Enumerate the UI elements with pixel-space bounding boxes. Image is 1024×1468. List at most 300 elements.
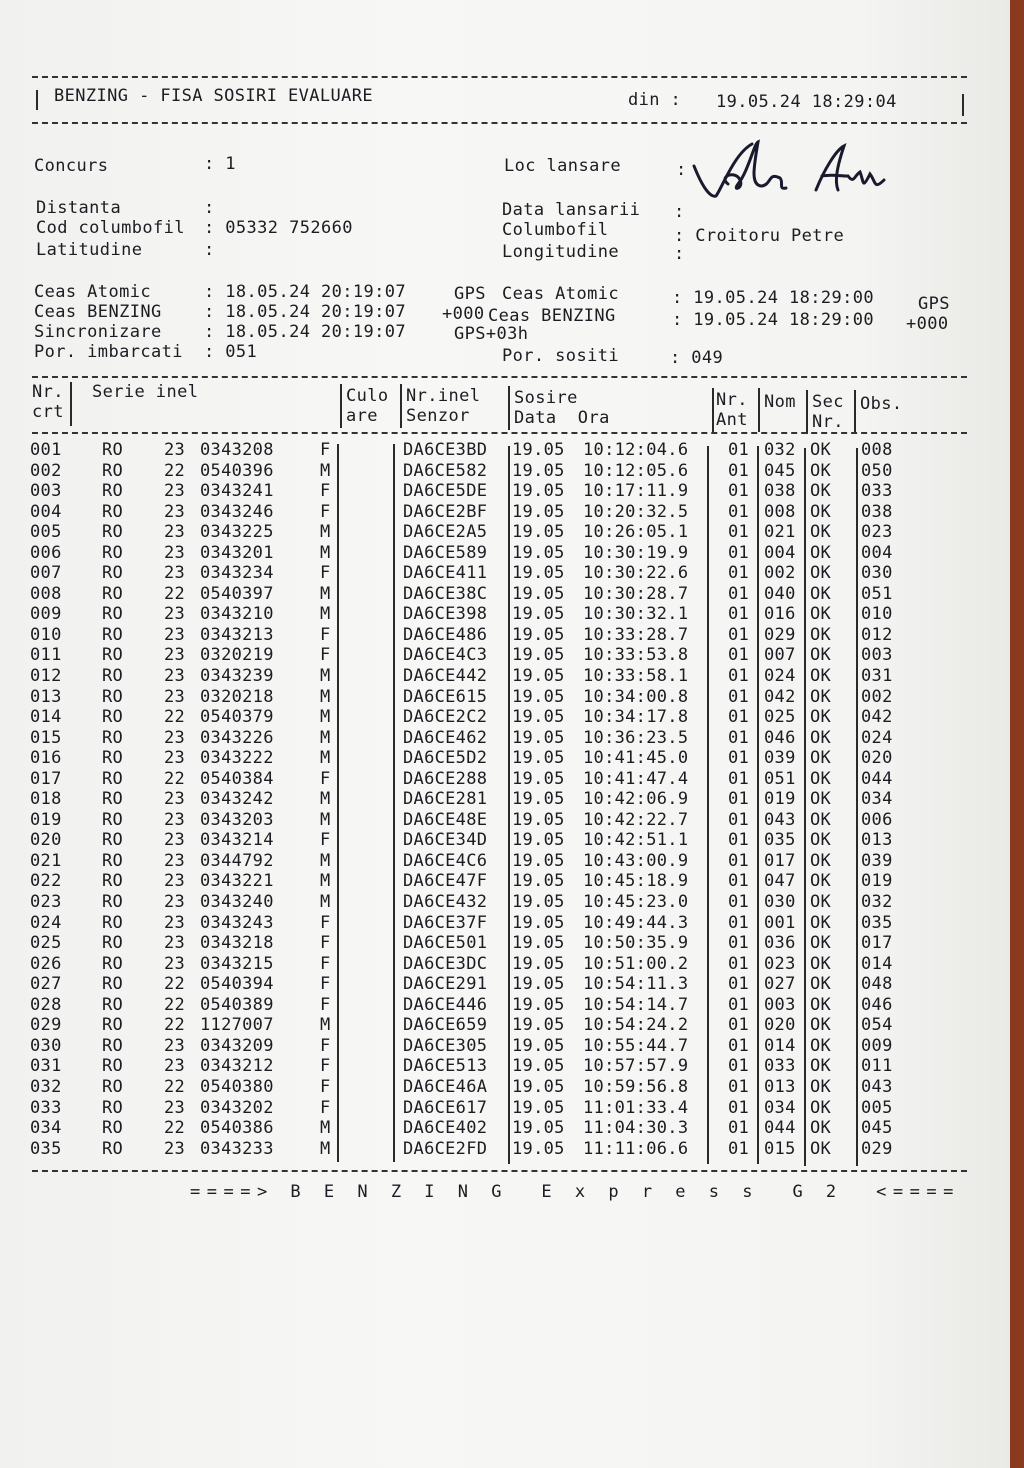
ring-number: 0343201	[200, 542, 274, 563]
sec-status: OK	[810, 1056, 832, 1077]
porumbei-sositi-label: Por. sositi	[502, 346, 619, 366]
ring-year: 23	[164, 871, 186, 892]
arrival-time: 10:12:04.6	[583, 440, 689, 460]
table-row	[28, 871, 968, 892]
ring-year: 23	[164, 912, 186, 933]
table-row	[28, 728, 968, 749]
ring-number: 0540397	[200, 583, 274, 604]
sensor-ring: DA6CE398	[403, 604, 488, 625]
country-code: RO	[102, 912, 124, 933]
sec-status: OK	[810, 727, 832, 748]
ring-number: 0343215	[200, 953, 274, 974]
country-code: RO	[102, 871, 124, 892]
ring-year: 23	[164, 666, 186, 687]
sensor-ring: DA6CE2A5	[403, 522, 488, 543]
loc-lansare-colon: :	[676, 160, 687, 180]
col-divider	[854, 390, 856, 434]
nom-number: 002	[764, 563, 796, 584]
obs-number: 019	[861, 871, 893, 892]
arrival-date: 19.05	[512, 501, 565, 522]
country-code: RO	[102, 809, 124, 830]
col-nr-crt-line1: Nr.	[32, 382, 64, 402]
arrival-date: 19.05	[512, 1056, 565, 1077]
sex: M	[320, 583, 331, 604]
sensor-ring: DA6CE38C	[403, 583, 488, 604]
header-right-bar	[962, 94, 964, 116]
country-code: RO	[102, 789, 124, 810]
table-row	[28, 1015, 968, 1036]
sex: F	[320, 501, 331, 522]
ring-year: 22	[164, 1015, 186, 1036]
table-row	[28, 440, 968, 461]
sex: M	[320, 666, 331, 687]
table-row	[28, 954, 968, 975]
arrival-time: 11:01:33.4	[583, 1097, 689, 1118]
country-code: RO	[102, 645, 124, 666]
sec-status: OK	[810, 686, 832, 707]
country-code: RO	[102, 830, 124, 851]
arrival-date: 19.05	[512, 1076, 565, 1097]
table-row	[28, 604, 968, 625]
sensor-ring: DA6CE46A	[403, 1076, 488, 1097]
arrival-date: 19.05	[512, 912, 565, 933]
sex: M	[320, 707, 331, 728]
antenna-number: 01	[728, 501, 750, 522]
arrival-time: 10:59:56.8	[583, 1076, 689, 1097]
table-row	[28, 1077, 968, 1098]
sex: F	[320, 953, 331, 974]
antenna-number: 01	[728, 1138, 750, 1159]
arrival-date: 19.05	[512, 686, 565, 707]
arrival-date: 19.05	[512, 522, 565, 543]
sex: F	[320, 481, 331, 502]
ring-number: 0540389	[200, 994, 274, 1015]
col-divider	[70, 382, 72, 426]
ring-year: 22	[164, 707, 186, 728]
antenna-number: 01	[728, 789, 750, 810]
ring-year: 23	[164, 481, 186, 502]
sensor-ring: DA6CE402	[403, 1118, 488, 1139]
sec-status: OK	[810, 871, 832, 892]
sec-status: OK	[810, 994, 832, 1015]
sec-status: OK	[810, 1076, 832, 1097]
top-dashed-line	[32, 76, 967, 78]
obs-number: 020	[861, 748, 893, 769]
ring-year: 22	[164, 460, 186, 481]
ring-number: 0343243	[200, 912, 274, 933]
antenna-number: 01	[728, 1118, 750, 1139]
sensor-ring: DA6CE432	[403, 892, 488, 913]
ring-number: 0343234	[200, 563, 274, 584]
distanta-label: Distanta	[36, 198, 122, 218]
sensor-ring: DA6CE48E	[403, 809, 488, 830]
antenna-number: 01	[728, 1097, 750, 1118]
country-code: RO	[102, 933, 124, 954]
nom-number: 023	[764, 953, 796, 974]
country-code: RO	[102, 1056, 124, 1077]
table-row	[28, 687, 968, 708]
arrival-date: 19.05	[512, 1118, 565, 1139]
antenna-number: 01	[728, 830, 750, 851]
obs-number: 042	[861, 707, 893, 728]
ring-year: 22	[164, 974, 186, 995]
arrival-date: 19.05	[512, 707, 565, 728]
row-number: 001	[30, 440, 62, 460]
arrival-time: 10:43:00.9	[583, 850, 689, 871]
arrival-time: 10:34:17.8	[583, 707, 689, 728]
obs-number: 029	[861, 1138, 893, 1159]
handwritten-signature	[688, 136, 908, 206]
arrival-time: 10:45:18.9	[583, 871, 689, 892]
antenna-number: 01	[728, 707, 750, 728]
col-divider	[400, 384, 402, 428]
ring-number: 0343240	[200, 892, 274, 913]
loc-lansare-label: Loc lansare	[504, 156, 621, 176]
ceas-benzing-left-offset: +000	[442, 304, 485, 324]
antenna-number: 01	[728, 892, 750, 913]
arrival-date: 19.05	[512, 1138, 565, 1159]
antenna-number: 01	[728, 645, 750, 666]
ring-year: 23	[164, 953, 186, 974]
sex: M	[320, 892, 331, 913]
sec-status: OK	[810, 624, 832, 645]
ring-number: 0343210	[200, 604, 274, 625]
obs-number: 017	[861, 933, 893, 954]
sec-status: OK	[810, 830, 832, 851]
col-obs: Obs.	[860, 394, 903, 414]
antenna-number: 01	[728, 912, 750, 933]
arrival-date: 19.05	[512, 1097, 565, 1118]
row-number: 032	[30, 1076, 62, 1097]
ceas-atomic-left-label: Ceas Atomic	[34, 282, 151, 302]
country-code: RO	[102, 768, 124, 789]
ring-number: 0343226	[200, 727, 274, 748]
country-code: RO	[102, 666, 124, 687]
ceas-benzing-left-value: : 18.05.24 20:19:07	[204, 302, 407, 322]
obs-number: 048	[861, 974, 893, 995]
obs-number: 030	[861, 563, 893, 584]
col-nr-inel-line1: Nr.inel	[406, 386, 481, 406]
obs-number: 046	[861, 994, 893, 1015]
arrival-date: 19.05	[512, 974, 565, 995]
arrival-time: 10:33:53.8	[583, 645, 689, 666]
sex: F	[320, 974, 331, 995]
ring-number: 1127007	[200, 1015, 274, 1036]
arrival-date: 19.05	[512, 994, 565, 1015]
table-row	[28, 481, 968, 502]
antenna-number: 01	[728, 481, 750, 502]
arrival-date: 19.05	[512, 789, 565, 810]
header-left-bar	[36, 90, 38, 110]
columbofil-value: : Croitoru Petre	[674, 226, 845, 246]
ring-number: 0343222	[200, 748, 274, 769]
longitudine-label: Longitudine	[502, 242, 619, 262]
data-lansarii-value: :	[674, 202, 685, 222]
nom-number: 021	[764, 522, 796, 543]
row-number: 014	[30, 707, 62, 728]
row-number: 009	[30, 604, 62, 625]
arrival-time: 10:26:05.1	[583, 522, 689, 543]
country-code: RO	[102, 1076, 124, 1097]
arrival-time: 10:17:11.9	[583, 481, 689, 502]
arrival-time: 10:30:19.9	[583, 542, 689, 563]
obs-number: 002	[861, 686, 893, 707]
obs-number: 005	[861, 1097, 893, 1118]
nom-number: 039	[764, 748, 796, 769]
sincronizare-label: Sincronizare	[34, 322, 162, 342]
arrival-time: 10:36:23.5	[583, 727, 689, 748]
table-row	[28, 461, 968, 482]
sec-status: OK	[810, 933, 832, 954]
col-sec-line1: Sec	[812, 392, 844, 412]
sensor-ring: DA6CE4C6	[403, 850, 488, 871]
ring-year: 23	[164, 645, 186, 666]
sec-status: OK	[810, 892, 832, 913]
arrival-date: 19.05	[512, 583, 565, 604]
header-bottom-dashed-line	[32, 122, 967, 124]
col-sosire-line2: Data Ora	[514, 408, 610, 428]
col-nr-crt-line2: crt	[32, 402, 64, 422]
row-number: 029	[30, 1015, 62, 1036]
antenna-number: 01	[728, 748, 750, 769]
antenna-number: 01	[728, 953, 750, 974]
nom-number: 013	[764, 1076, 796, 1097]
sensor-ring: DA6CE2FD	[403, 1138, 488, 1159]
country-code: RO	[102, 440, 124, 460]
longitudine-value: :	[674, 244, 685, 264]
ring-number: 0343214	[200, 830, 274, 851]
ring-year: 23	[164, 809, 186, 830]
obs-number: 024	[861, 727, 893, 748]
obs-number: 006	[861, 809, 893, 830]
antenna-number: 01	[728, 1076, 750, 1097]
country-code: RO	[102, 1035, 124, 1056]
latitudine-value: :	[204, 240, 215, 260]
country-code: RO	[102, 974, 124, 995]
sec-status: OK	[810, 1015, 832, 1036]
sec-status: OK	[810, 1035, 832, 1056]
arrival-date: 19.05	[512, 1015, 565, 1036]
sex: M	[320, 748, 331, 769]
arrival-date: 19.05	[512, 748, 565, 769]
obs-number: 003	[861, 645, 893, 666]
table-row	[28, 1139, 968, 1160]
ring-number: 0540384	[200, 768, 274, 789]
nom-number: 001	[764, 912, 796, 933]
ring-year: 23	[164, 542, 186, 563]
sex: F	[320, 912, 331, 933]
antenna-number: 01	[728, 460, 750, 481]
obs-number: 038	[861, 501, 893, 522]
obs-number: 044	[861, 768, 893, 789]
row-number: 021	[30, 850, 62, 871]
arrival-time: 10:34:00.8	[583, 686, 689, 707]
row-number: 030	[30, 1035, 62, 1056]
antenna-number: 01	[728, 727, 750, 748]
nom-number: 047	[764, 871, 796, 892]
arrival-time: 10:51:00.2	[583, 953, 689, 974]
arrival-time: 10:42:51.1	[583, 830, 689, 851]
country-code: RO	[102, 850, 124, 871]
sensor-ring: DA6CE305	[403, 1035, 488, 1056]
ring-number: 0320218	[200, 686, 274, 707]
sec-status: OK	[810, 440, 832, 460]
sensor-ring: DA6CE34D	[403, 830, 488, 851]
ring-year: 23	[164, 1056, 186, 1077]
country-code: RO	[102, 481, 124, 502]
col-divider	[758, 388, 760, 432]
col-divider	[508, 386, 510, 430]
antenna-number: 01	[728, 974, 750, 995]
row-number: 012	[30, 666, 62, 687]
nom-number: 003	[764, 994, 796, 1015]
table-header-dashed-line	[32, 432, 967, 434]
row-number: 013	[30, 686, 62, 707]
ceas-benzing-right-offset: +000	[906, 314, 949, 334]
col-culoare-line1: Culo	[346, 386, 389, 406]
sex: M	[320, 1138, 331, 1159]
sex: M	[320, 789, 331, 810]
col-nom: Nom	[764, 392, 796, 412]
ring-year: 23	[164, 1138, 186, 1159]
row-number: 008	[30, 583, 62, 604]
table-row	[28, 769, 968, 790]
sec-status: OK	[810, 481, 832, 502]
antenna-number: 01	[728, 563, 750, 584]
nom-number: 015	[764, 1138, 796, 1159]
arrival-date: 19.05	[512, 481, 565, 502]
row-number: 015	[30, 727, 62, 748]
antenna-number: 01	[728, 542, 750, 563]
row-number: 022	[30, 871, 62, 892]
nom-number: 017	[764, 850, 796, 871]
row-number: 020	[30, 830, 62, 851]
table-row	[28, 1036, 968, 1057]
table-row	[28, 913, 968, 934]
obs-number: 010	[861, 604, 893, 625]
arrival-time: 10:41:45.0	[583, 748, 689, 769]
table-row	[28, 810, 968, 831]
obs-number: 051	[861, 583, 893, 604]
col-nr-ant-line2: Ant	[716, 410, 748, 430]
nom-number: 042	[764, 686, 796, 707]
arrival-time: 10:30:28.7	[583, 583, 689, 604]
antenna-number: 01	[728, 686, 750, 707]
ceas-atomic-right-label: Ceas Atomic	[502, 284, 619, 304]
country-code: RO	[102, 460, 124, 481]
sex: F	[320, 1097, 331, 1118]
table-row	[28, 748, 968, 769]
obs-number: 035	[861, 912, 893, 933]
arrival-time: 10:49:44.3	[583, 912, 689, 933]
table-row	[28, 974, 968, 995]
obs-number: 009	[861, 1035, 893, 1056]
sec-status: OK	[810, 748, 832, 769]
country-code: RO	[102, 604, 124, 625]
country-code: RO	[102, 994, 124, 1015]
nom-number: 032	[764, 440, 796, 460]
sec-status: OK	[810, 1138, 832, 1159]
antenna-number: 01	[728, 933, 750, 954]
sec-status: OK	[810, 789, 832, 810]
antenna-number: 01	[728, 1035, 750, 1056]
ring-number: 0343221	[200, 871, 274, 892]
ring-year: 23	[164, 1097, 186, 1118]
obs-number: 045	[861, 1118, 893, 1139]
country-code: RO	[102, 892, 124, 913]
country-code: RO	[102, 686, 124, 707]
ring-number: 0320219	[200, 645, 274, 666]
arrival-date: 19.05	[512, 871, 565, 892]
col-culoare-line2: are	[346, 406, 378, 426]
sec-status: OK	[810, 501, 832, 522]
sensor-ring: DA6CE5DE	[403, 481, 488, 502]
table-row	[28, 1056, 968, 1077]
nom-number: 008	[764, 501, 796, 522]
country-code: RO	[102, 748, 124, 769]
porumbei-sositi-value: : 049	[670, 348, 724, 368]
arrival-time: 10:54:24.2	[583, 1015, 689, 1036]
table-row	[28, 584, 968, 605]
nom-number: 025	[764, 707, 796, 728]
sensor-ring: DA6CE291	[403, 974, 488, 995]
sensor-ring: DA6CE617	[403, 1097, 488, 1118]
sex: M	[320, 604, 331, 625]
sex: F	[320, 768, 331, 789]
nom-number: 040	[764, 583, 796, 604]
nom-number: 004	[764, 542, 796, 563]
nom-number: 027	[764, 974, 796, 995]
arrival-date: 19.05	[512, 933, 565, 954]
ceas-atomic-right-source: GPS	[918, 294, 950, 314]
arrival-date: 19.05	[512, 830, 565, 851]
arrival-time: 10:55:44.7	[583, 1035, 689, 1056]
ring-year: 23	[164, 501, 186, 522]
table-row	[28, 995, 968, 1016]
sensor-ring: DA6CE446	[403, 994, 488, 1015]
table-row	[28, 666, 968, 687]
sec-status: OK	[810, 542, 832, 563]
arrival-date: 19.05	[512, 563, 565, 584]
print-date-value: 19.05.24 18:29:04	[716, 92, 897, 112]
sex: M	[320, 460, 331, 481]
ring-number: 0540394	[200, 974, 274, 995]
obs-number: 023	[861, 522, 893, 543]
row-number: 010	[30, 624, 62, 645]
sex: F	[320, 1035, 331, 1056]
arrival-time: 10:42:06.9	[583, 789, 689, 810]
sensor-ring: DA6CE4C3	[403, 645, 488, 666]
table-row	[28, 830, 968, 851]
sensor-ring: DA6CE462	[403, 727, 488, 748]
sex: F	[320, 645, 331, 666]
table-row	[28, 625, 968, 646]
row-number: 006	[30, 542, 62, 563]
ring-number: 0343203	[200, 809, 274, 830]
sec-status: OK	[810, 850, 832, 871]
arrival-date: 19.05	[512, 460, 565, 481]
sensor-ring: DA6CE3BD	[403, 440, 488, 460]
sensor-ring: DA6CE615	[403, 686, 488, 707]
arrival-time: 10:57:57.9	[583, 1056, 689, 1077]
sec-status: OK	[810, 460, 832, 481]
row-number: 017	[30, 768, 62, 789]
row-number: 003	[30, 481, 62, 502]
ring-number: 0343202	[200, 1097, 274, 1118]
nom-number: 030	[764, 892, 796, 913]
sensor-ring: DA6CE513	[403, 1056, 488, 1077]
nom-number: 029	[764, 624, 796, 645]
